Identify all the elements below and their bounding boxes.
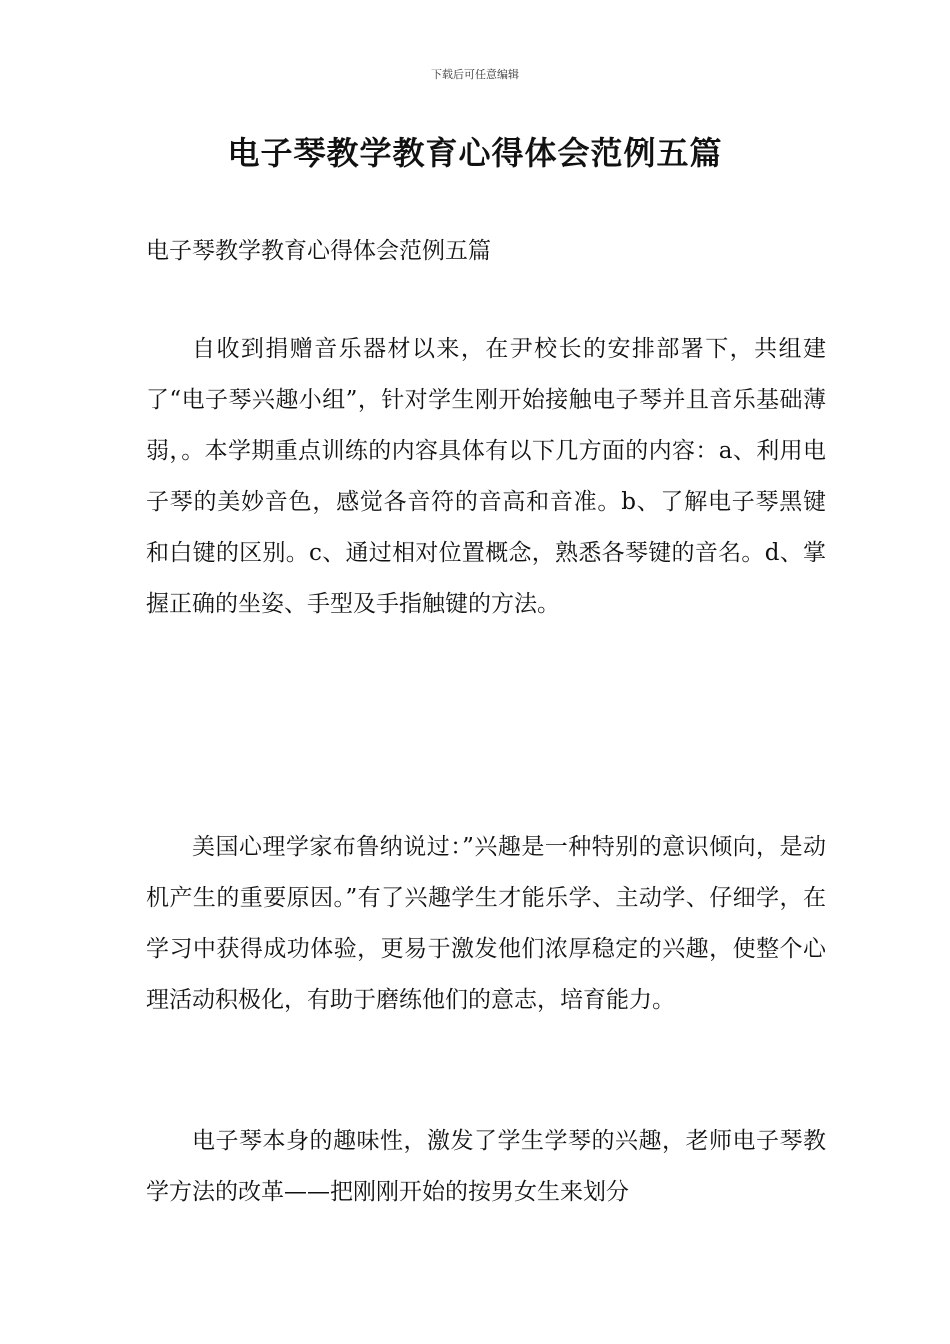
document-subtitle: 电子琴教学教育心得体会范例五篇 [146,238,491,264]
paragraph-1: 自收到捐赠音乐器材以来，在尹校长的安排部署下，共组建了“电子琴兴趣小组”，针对学生刚开始接触电子琴并且音乐基础薄弱，。本学期重点训练的内容具体有以下几方面的内容：a、利用电子琴的美妙音色，感觉各音符的音高和音准。b、了解电子琴黑键和白键的区别。c、通过相对位置概念，熟悉各琴键的音名。d、掌握正确的坐姿、手型及手指触键的方法。 [146,336,826,617]
header-note: 下载后可任意编辑 [431,68,519,81]
paragraph-2: 美国心理学家布鲁纳说过：”兴趣是一种特别的意识倾向，是动机产生的重要原因。”有了兴趣学生才能乐学、主动学、仔细学，在学习中获得成功体验，更易于激发他们浓厚稳定的兴趣，使整个心理活动积极化，有助于磨练他们的意志，培育能力。 [146,834,826,1013]
document-title: 电子琴教学教育心得体会范例五篇 [227,134,723,172]
paragraph-3: 电子琴本身的趣味性，激发了学生学琴的兴趣，老师电子琴教学方法的改革——把刚刚开始的按男女生来划分 [146,1128,826,1205]
